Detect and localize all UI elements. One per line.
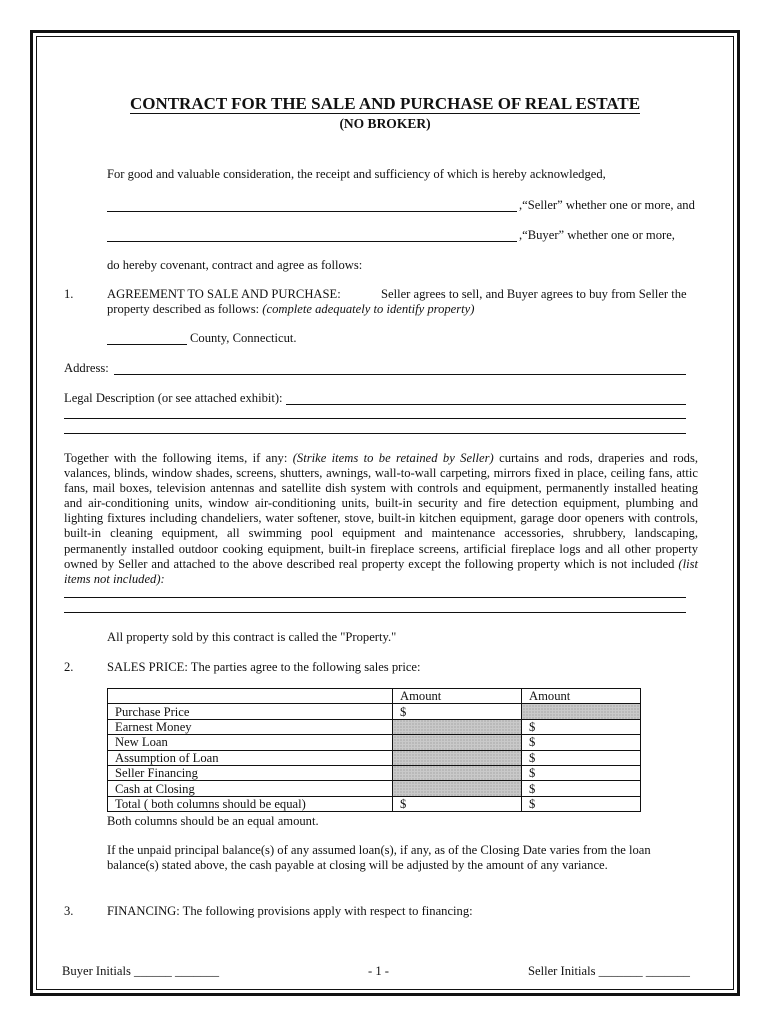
seller-initials[interactable]: Seller Initials _______ _______ <box>528 964 690 978</box>
total-amount-2[interactable]: $ <box>522 796 641 811</box>
row-amount-2[interactable]: $ <box>522 750 641 765</box>
header-blank <box>108 689 393 704</box>
buyer-label: ,“Buyer” whether one or more, <box>519 228 675 242</box>
included-items-paragraph: Together with the following items, if any: (Strike items to be retained by Seller) curtains and rods, draperies and rods, valances, blinds, window shades, screens, shutters, awnings, wall-to-wall carpeting, mirrors fixed in place, ceiling fans, attic fans, mail boxes, television antennas and satellite dish system with controls and equipment, permanently installed heating and air-conditioning units, window air-conditioning units, built-in security and fire detection equipment, plumbing and lighting fixtures including chandeliers, water softener, stove, built-in kitchen equipment, garage door openers with controls, built-in cleaning equipment, all swimming pool equipment and maintenance accessories, shrubbery, landscaping, permanently installed outdoor cooking equipment, built-in fireplace screens, artificial fireplace logs and all other property owned by Seller and attached to the above described real property except the following property which is not included (list items not included): <box>64 451 699 586</box>
buyer-initials[interactable]: Buyer Initials ______ _______ <box>62 964 220 978</box>
variance-text-line-1: If the unpaid principal balance(s) of any assumed loan(s), if any, as of the Closing Date varies from the loan <box>107 843 651 857</box>
section-1-number: 1. <box>64 287 74 301</box>
row-label: New Loan <box>108 735 393 750</box>
section-1-instruction: (complete adequately to identify property) <box>262 302 475 316</box>
legal-description-label: Legal Description (or see attached exhibit): <box>64 391 283 405</box>
address-field[interactable] <box>114 374 686 375</box>
county-label: County, Connecticut. <box>190 331 297 345</box>
address-label: Address: <box>64 361 109 375</box>
row-amount-2[interactable]: $ <box>522 781 641 796</box>
row-label: Purchase Price <box>108 704 393 719</box>
row-label: Seller Financing <box>108 765 393 780</box>
legal-description-line-3[interactable] <box>64 433 686 434</box>
intro-text: For good and valuable consideration, the receipt and sufficiency of which is hereby acknowledged, <box>107 167 606 181</box>
table-row <box>108 750 641 765</box>
row-amount-1-shaded <box>393 750 522 765</box>
county-field[interactable] <box>107 344 187 345</box>
table-header-row <box>108 689 641 704</box>
section-1-text: Seller agrees to sell, and Buyer agrees to buy from Seller the <box>381 287 687 301</box>
document-subtitle: (NO BROKER) <box>339 116 431 131</box>
section-1-text-line2: property described as follows: (complete adequately to identify property) <box>107 302 475 316</box>
table-row-total <box>108 796 641 811</box>
table-row <box>108 719 641 734</box>
section-1-heading: AGREEMENT TO SALE AND PURCHASE: <box>107 287 341 301</box>
seller-name-field[interactable] <box>107 211 517 212</box>
table-row <box>108 735 641 750</box>
table-row <box>108 704 641 719</box>
legal-description-field[interactable] <box>286 404 686 405</box>
table-row <box>108 765 641 780</box>
row-amount-2[interactable]: $ <box>522 765 641 780</box>
property-definition: All property sold by this contract is called the "Property." <box>107 630 397 644</box>
row-label: Earnest Money <box>108 719 393 734</box>
page-number: - 1 - <box>368 964 389 978</box>
row-amount-1-shaded <box>393 735 522 750</box>
section-3-heading: FINANCING: The following provisions apply with respect to financing: <box>107 904 473 918</box>
row-amount-1-shaded <box>393 765 522 780</box>
document-title: CONTRACT FOR THE SALE AND PURCHASE OF REAL ESTATE <box>129 94 641 113</box>
row-amount-1[interactable]: $ <box>393 704 522 719</box>
section-3-number: 3. <box>64 904 74 918</box>
row-amount-1-shaded <box>393 781 522 796</box>
row-amount-2-shaded <box>522 704 641 719</box>
variance-text-line-2: balance(s) stated above, the cash payable at closing will be adjusted by the amount of any variance. <box>107 858 608 872</box>
covenant-text: do hereby covenant, contract and agree as follows: <box>107 258 363 272</box>
seller-label: ,“Seller” whether one or more, and <box>519 198 695 212</box>
row-label: Assumption of Loan <box>108 750 393 765</box>
row-label: Total ( both columns should be equal) <box>108 796 393 811</box>
excluded-items-line-1[interactable] <box>64 597 686 598</box>
header-amount-1: Amount <box>393 689 522 704</box>
section-2-number: 2. <box>64 660 74 674</box>
excluded-items-line-2[interactable] <box>64 612 686 613</box>
row-amount-2[interactable]: $ <box>522 719 641 734</box>
row-amount-1-shaded <box>393 719 522 734</box>
header-amount-2: Amount <box>522 689 641 704</box>
section-2-heading: SALES PRICE: The parties agree to the following sales price: <box>107 660 421 674</box>
buyer-name-field[interactable] <box>107 241 517 242</box>
total-amount-1[interactable]: $ <box>393 796 522 811</box>
table-row <box>108 781 641 796</box>
equal-amount-note: Both columns should be an equal amount. <box>107 814 319 828</box>
sales-price-table <box>107 688 641 812</box>
legal-description-line-2[interactable] <box>64 418 686 419</box>
row-amount-2[interactable]: $ <box>522 735 641 750</box>
row-label: Cash at Closing <box>108 781 393 796</box>
